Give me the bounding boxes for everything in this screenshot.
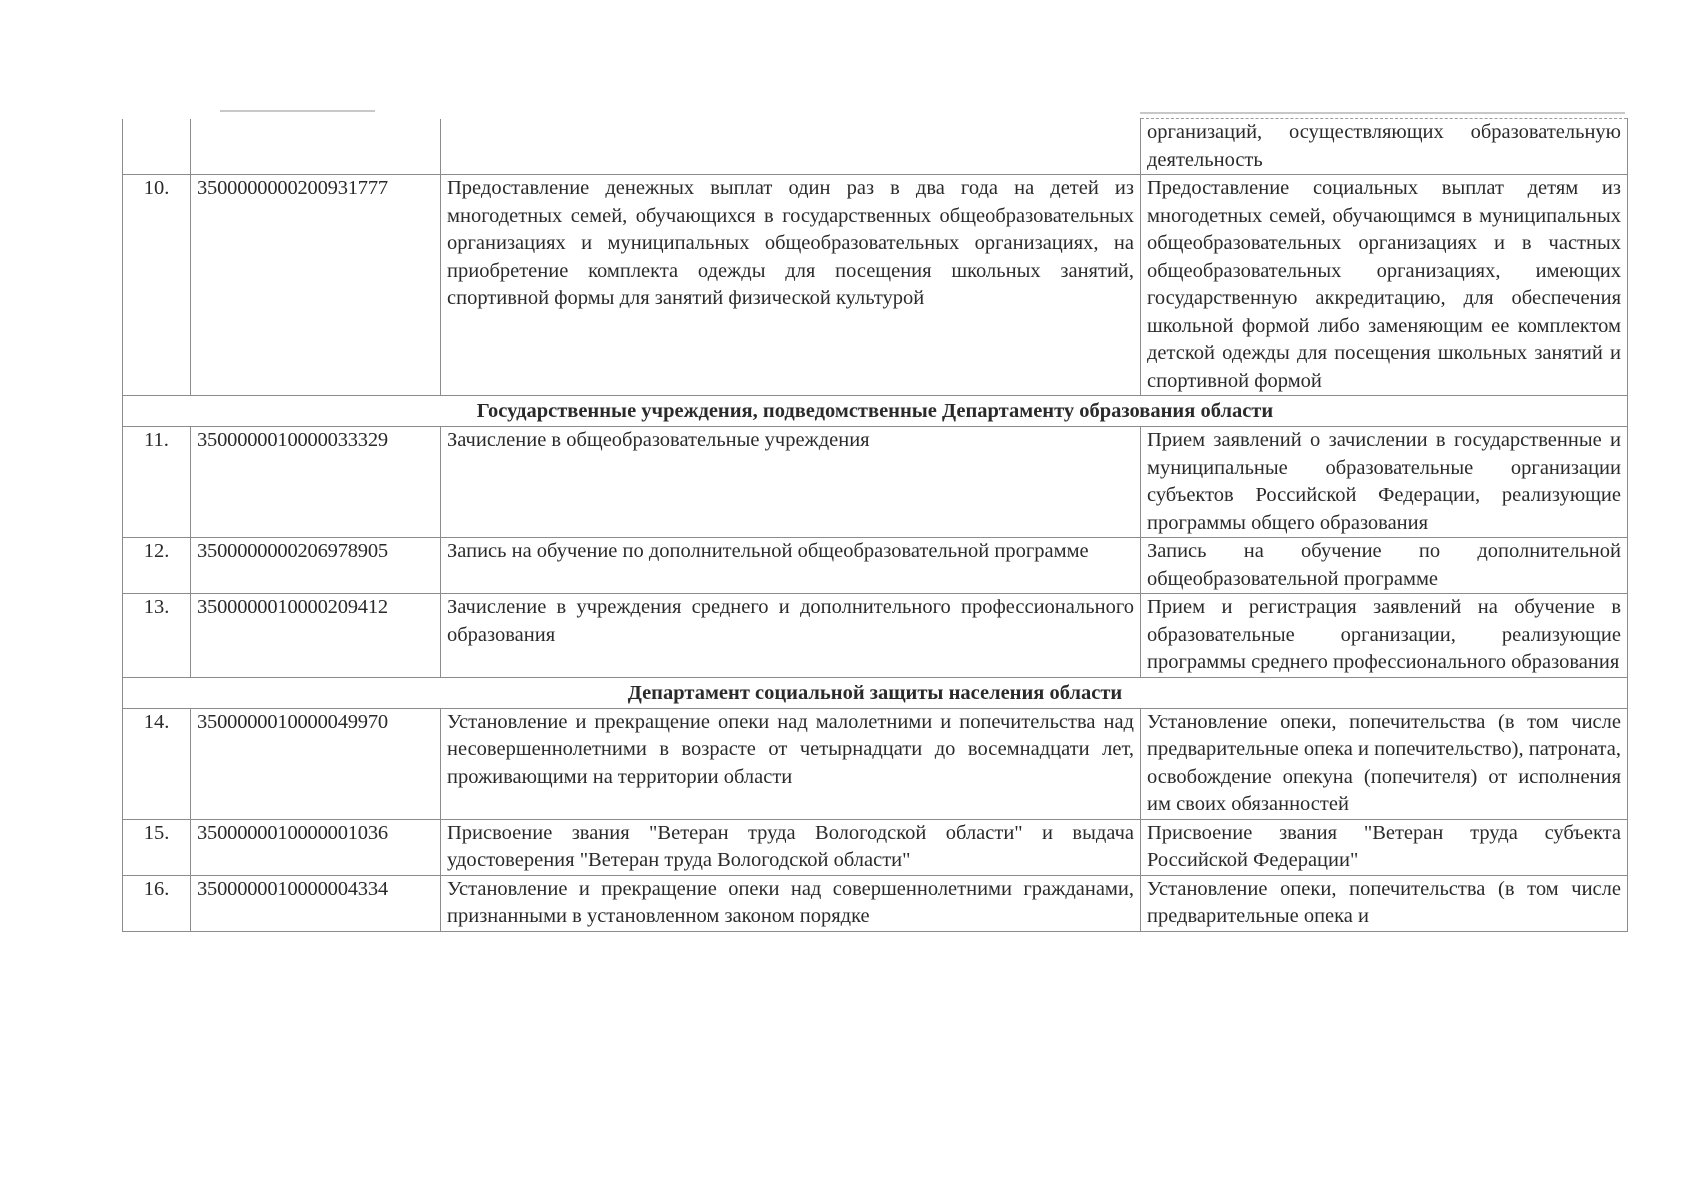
cell-num: 12. <box>123 538 191 594</box>
table-row <box>123 427 1628 538</box>
row-group-3 <box>123 708 1628 931</box>
cell-code: 3500000010000004334 <box>191 875 441 931</box>
cell-reference: Запись на обучение по дополнительной общеобразовательной программе <box>1141 538 1628 594</box>
cell-code: 3500000010000001036 <box>191 819 441 875</box>
cell-reference: Присвоение звания "Ветеран труда субъекта Российской Федерации" <box>1141 819 1628 875</box>
cell-description: Зачисление в общеобразовательные учреждения <box>441 427 1141 538</box>
table-row <box>123 819 1628 875</box>
section-title: Департамент социальной защиты населения области <box>123 677 1628 708</box>
table-row <box>123 175 1628 396</box>
cell-reference: Установление опеки, попечительства (в том числе предварительные опека и попечительство), патроната, освобождение опекуна (попечителя) от исполнения им своих обязанностей <box>1141 708 1628 819</box>
scan-artifact-line <box>1140 112 1625 114</box>
scan-artifact-line <box>220 110 375 112</box>
cell-description <box>441 119 1141 175</box>
cell-num: 16. <box>123 875 191 931</box>
cell-num: 13. <box>123 594 191 678</box>
cell-num: 11. <box>123 427 191 538</box>
cell-description: Зачисление в учреждения среднего и дополнительного профессионального образования <box>441 594 1141 678</box>
cell-num: 15. <box>123 819 191 875</box>
table-row <box>123 538 1628 594</box>
cell-code <box>191 119 441 175</box>
cell-code: 3500000000200931777 <box>191 175 441 396</box>
row-group-2 <box>123 427 1628 678</box>
cell-reference: Прием и регистрация заявлений на обучение в образовательные организации, реализующие программы среднего профессионального образования <box>1141 594 1628 678</box>
cell-description: Установление и прекращение опеки над совершеннолетними гражданами, признанными в установленном законом порядке <box>441 875 1141 931</box>
table-row <box>123 594 1628 678</box>
cell-reference: Установление опеки, попечительства (в том числе предварительные опека и <box>1141 875 1628 931</box>
table-row <box>123 875 1628 931</box>
cell-description: Установление и прекращение опеки над малолетними и попечительства над несовершеннолетними в возрасте от четырнадцати до восемнадцати лет, проживающими на территории области <box>441 708 1141 819</box>
cell-description: Запись на обучение по дополнительной общеобразовательной программе <box>441 538 1141 594</box>
cell-reference: организаций, осуществляющих образовательную деятельность <box>1141 119 1628 175</box>
cell-reference: Прием заявлений о зачислении в государственные и муниципальные образовательные организации субъектов Российской Федерации, реализующие программы общего образования <box>1141 427 1628 538</box>
cell-description: Присвоение звания "Ветеран труда Вологодской области" и выдача удостоверения "Ветеран труда Вологодской области" <box>441 819 1141 875</box>
cell-num: 14. <box>123 708 191 819</box>
services-table <box>122 118 1628 932</box>
section-title: Государственные учреждения, подведомственные Департаменту образования области <box>123 396 1628 427</box>
row-group-1 <box>123 175 1628 396</box>
cell-code: 3500000010000033329 <box>191 427 441 538</box>
cell-num: 10. <box>123 175 191 396</box>
section-header-row <box>123 396 1628 427</box>
cell-code: 3500000010000209412 <box>191 594 441 678</box>
cell-code: 3500000010000049970 <box>191 708 441 819</box>
cell-reference: Предоставление социальных выплат детям из многодетных семей, обучающимся в муниципальных общеобразовательных организациях и в частных общеобразовательных организациях, имеющих государственную аккредитацию, для обеспечения школьной формой либо заменяющим ее комплектом детской одежды для посещения школьных занятий и спортивной формой <box>1141 175 1628 396</box>
table-row-continuation <box>123 119 1628 175</box>
cell-code: 3500000000206978905 <box>191 538 441 594</box>
cell-num <box>123 119 191 175</box>
table-row <box>123 708 1628 819</box>
section-header-row <box>123 677 1628 708</box>
cell-description: Предоставление денежных выплат один раз в два года на детей из многодетных семей, обучающихся в государственных общеобразовательных организациях и муниципальных общеобразовательных организациях, на приобретение комплекта одежды для посещения школьных занятий, спортивной формы для занятий физической культурой <box>441 175 1141 396</box>
